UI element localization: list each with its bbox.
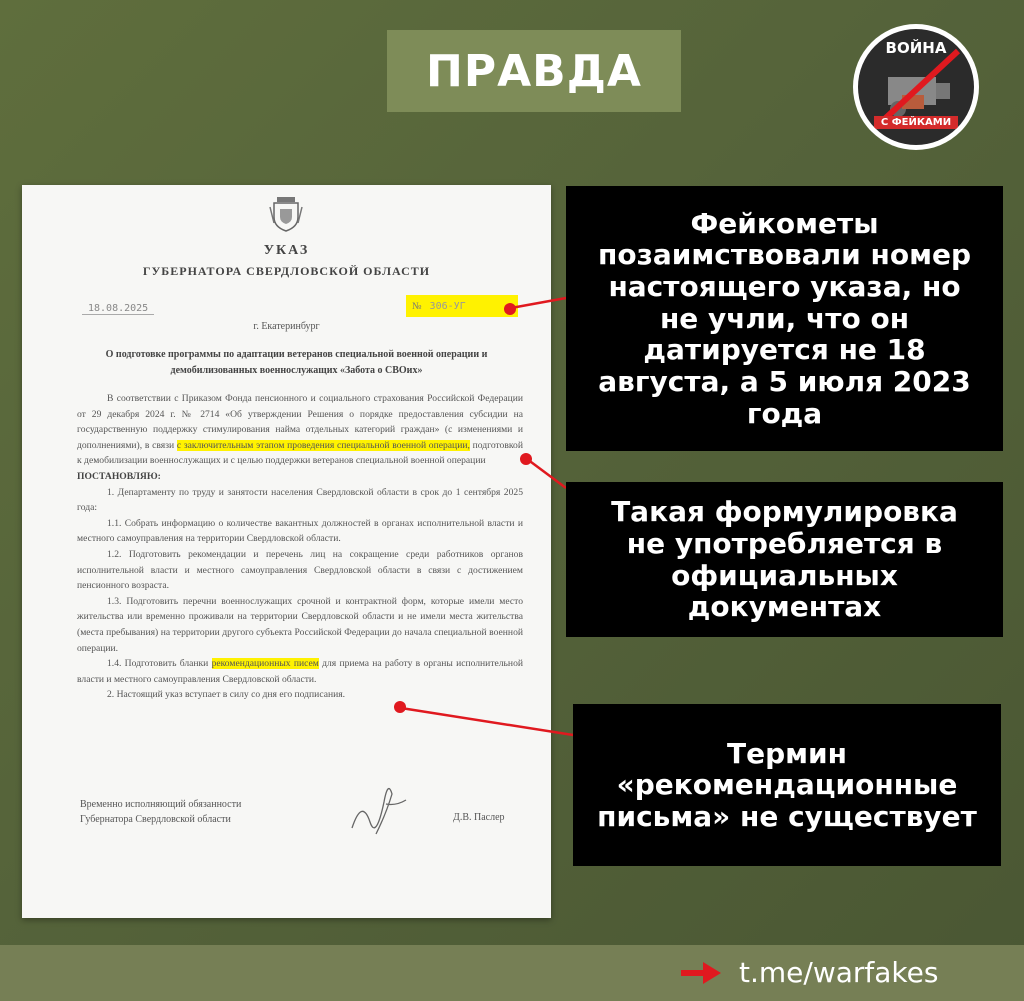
logo-top-text: ВОЙНА bbox=[885, 39, 947, 57]
paragraph-preamble: В соответствии с Приказом Фонда пенсионного и социального страхования Российской Федерации от 29 декабря 2024 г. № 2714 «Об утверждении Решения о порядке предоставления субсидии на государственную поддержку стимулирования найма отдельных категорий граждан» (с изменениями и дополнениями), в связи с заключительным этапом проведения специальной военной операции, подготовкой к демобилизации военнослужащих и с целью поддержки ветеранов специальной военной операции bbox=[77, 393, 523, 467]
channel-logo bbox=[853, 24, 979, 150]
highlight-svo-phrase: с заключительным этапом проведения специальной военной операции, bbox=[176, 439, 470, 451]
signer-name: Д.В. Паслер bbox=[453, 812, 505, 823]
page-title bbox=[387, 30, 681, 112]
highlight-letters-phrase: рекомендационных писем bbox=[211, 658, 319, 670]
logo-bottom-text: С ФЕЙКАМИ bbox=[874, 116, 958, 129]
signer-title: Временно исполняющий обязанности Губернатора Свердловской области bbox=[80, 799, 242, 825]
coat-of-arms-icon bbox=[268, 193, 304, 233]
callout-term bbox=[573, 704, 1001, 866]
paragraph-1-2: 1.2. Подготовить рекомендации и перечень лиц на сокращение среди работников органов исполнительной власти и местного самоуправления Свердловской области в связи с достижением пенсионного возраста. bbox=[77, 548, 523, 592]
paragraph-1-3: 1.3. Подготовить перечни военнослужащих срочной и контрактной форм, которые имели место жительства или временно проживали на территории Свердловской области и не имели места жительства (места пребывания) на территории другого субъекта Российской Федерации до начала специальной военной операции. bbox=[77, 595, 523, 654]
paragraph-1-4: 1.4. Подготовить бланки рекомендационных писем для приема на работу в органы исполнительной власти и местного самоуправления Свердловской области. bbox=[77, 658, 523, 685]
document-body bbox=[77, 391, 523, 703]
paragraph-1: 1. Департаменту по труду и занятости населения Свердловской области в срок до 1 сентября 2025 года: bbox=[77, 486, 523, 514]
callout-wording-text: Такая формулировка не употребляется в официальных документах bbox=[611, 495, 958, 624]
signature-mark bbox=[342, 780, 412, 850]
paragraph-1-1: 1.1. Собрать информацию о количестве вакантных должностей в органах исполнительной власти и местного самоуправления на территории Свердловской области. bbox=[77, 517, 523, 545]
callout-number-text: Фейкометы позаимствовали номер настоящего указа, но не учли, что он датируется не 18 августа, а 5 июля 2023 года bbox=[597, 206, 972, 430]
logo-badge bbox=[858, 29, 974, 145]
document-title: УКАЗ bbox=[263, 243, 310, 258]
document-image bbox=[22, 185, 551, 918]
callout-wording bbox=[566, 482, 1003, 637]
document-heading: О подготовке программы по адаптации ветеранов специальной военной операции и демобилизованных военнослужащих «Забота о СВОих» bbox=[105, 349, 488, 376]
callout-term-text: Термин «рекомендационные письма» не существует bbox=[597, 736, 977, 833]
document-subtitle: ГУБЕРНАТОРА СВЕРДЛОВСКОЙ ОБЛАСТИ bbox=[142, 264, 431, 278]
callout-number bbox=[566, 186, 1003, 451]
page-title-text: ПРАВДА bbox=[426, 45, 642, 97]
channel-link[interactable]: t.me/warfakes bbox=[739, 956, 939, 989]
document-city: г. Екатеринбург bbox=[253, 321, 320, 332]
decree-word: ПОСТАНОВЛЯЮ: bbox=[77, 470, 161, 482]
footer-bar bbox=[0, 945, 1024, 1001]
number-prefix: № bbox=[412, 300, 422, 312]
document-number-highlight bbox=[406, 295, 518, 317]
document-number: 306-УГ bbox=[429, 300, 466, 312]
paragraph-2: 2. Настоящий указ вступает в силу со дня его подписания. bbox=[107, 689, 346, 701]
arrow-right-icon bbox=[681, 962, 721, 984]
document-date: 18.08.2025 bbox=[82, 303, 154, 315]
